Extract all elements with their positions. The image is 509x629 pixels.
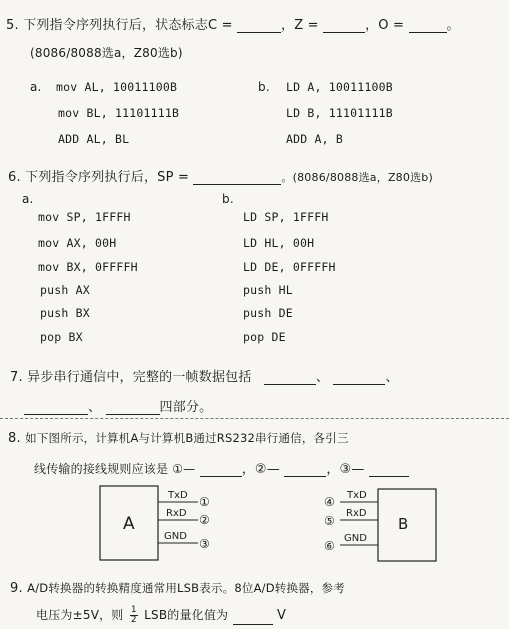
q9-line2	[36, 606, 286, 625]
q5-b-code-3: ADD A, B	[286, 132, 343, 146]
q6-text: 下列指令序列执行后，SP =	[25, 170, 190, 185]
q9-frac-den: 2	[130, 615, 137, 625]
q5-text: 下列指令序列执行后，状态标志C =	[23, 18, 233, 33]
q5-a-code-1: mov AL, 10011100B	[56, 80, 178, 94]
b-pin-txd: TxD	[347, 490, 367, 501]
q5-a-label: a.	[30, 80, 42, 94]
b-pin-rxd: RxD	[346, 508, 367, 519]
q6-b-code-5: push DE	[243, 306, 293, 320]
q6-b-code-1: LD SP, 1FFFH	[243, 210, 329, 224]
q6-a-code-4: push AX	[40, 283, 90, 297]
q7-line1	[10, 366, 399, 385]
q6-sp-blank[interactable]	[193, 184, 281, 185]
q7-blank-4[interactable]	[106, 414, 160, 415]
b-pin-gnd: GND	[344, 533, 367, 544]
q6-b-label: b.	[222, 192, 234, 206]
a-num-2: ②	[199, 513, 210, 527]
q5-z-blank[interactable]	[323, 32, 365, 33]
a-num-3: ③	[199, 537, 210, 551]
q8-text-2c: ，③—	[326, 462, 365, 477]
q5-o-blank[interactable]	[409, 32, 447, 33]
q7-blank-1[interactable]	[264, 384, 316, 385]
q5-number: 5.	[6, 18, 19, 33]
q6-number: 6.	[8, 170, 21, 185]
q8-wiring-diagram	[0, 476, 509, 576]
q6-b-code-6: pop DE	[243, 330, 286, 344]
q8-text-2: 线传输的接线规则应该是 ①—	[34, 462, 196, 476]
q6-a-code-1: mov SP, 1FFFH	[38, 210, 131, 224]
q6-a-code-6: pop BX	[40, 330, 83, 344]
q6-b-code-3: LD DE, 0FFFFH	[243, 260, 336, 274]
q6-a-code-5: push BX	[40, 306, 90, 320]
q5-note: (8086/8088选a，Z80选b)	[30, 46, 183, 60]
a-pin-gnd: GND	[164, 531, 187, 542]
q7-sep-2: 、	[385, 370, 399, 385]
q5-line1	[6, 14, 460, 33]
q7-sep-3: 、	[88, 400, 102, 415]
q5-b-label: b.	[258, 80, 270, 94]
q7-blank-2[interactable]	[333, 384, 385, 385]
q7-blank-3[interactable]	[24, 414, 88, 415]
q6-b-code-4: push HL	[243, 283, 293, 297]
q8-number: 8.	[8, 431, 21, 446]
q8-line1	[8, 430, 349, 446]
q7-line2	[24, 396, 212, 415]
q6-note: 。(8086/8088选a，Z80选b)	[281, 171, 433, 184]
q7-number: 7.	[10, 370, 23, 385]
q8-text-2b: ，②—	[241, 462, 280, 477]
q5-b-code-1: LD A, 10011100B	[286, 80, 393, 94]
b-num-6: ⑥	[324, 539, 335, 553]
a-pin-txd: TxD	[168, 490, 188, 501]
q5-c-blank[interactable]	[237, 32, 281, 33]
q7-end: 四部分。	[159, 400, 213, 415]
q6-a-label: a.	[22, 192, 34, 206]
a-pin-rxd: RxD	[166, 508, 187, 519]
q9-line1	[10, 580, 345, 596]
q9-text-2a: 电压为±5V，则	[36, 608, 124, 622]
q7-text: 异步串行通信中，完整的一帧数据包括	[27, 370, 252, 385]
q9-text-1: A/D转换器的转换精度通常用LSB表示。8位A/D转换器，参考	[27, 581, 345, 595]
q9-number: 9.	[10, 581, 23, 596]
q9-fraction	[130, 606, 138, 625]
q5-end: 。	[446, 18, 460, 33]
q5-z-label: ，Z =	[281, 18, 319, 33]
computer-b-label: B	[398, 515, 409, 533]
q9-blank[interactable]	[233, 624, 273, 625]
b-num-4: ④	[324, 495, 335, 509]
q7-sep-1: 、	[315, 370, 330, 385]
q9-text-2b: LSB的量化值为	[144, 608, 229, 622]
q5-a-code-2: mov BL, 11101111B	[58, 106, 180, 120]
q6-a-code-2: mov AX, 00H	[38, 236, 117, 250]
q8-line2	[34, 458, 409, 477]
q6-a-code-3: mov BX, 0FFFFH	[38, 260, 138, 274]
q6-line1	[8, 166, 433, 185]
q9-frac-num: 1	[130, 605, 137, 615]
q5-b-code-2: LD B, 11101111B	[286, 106, 393, 120]
fold-line	[0, 418, 509, 419]
q5-o-label: ，O =	[365, 18, 405, 33]
q9-unit: V	[276, 608, 287, 623]
q5-a-code-3: ADD AL, BL	[58, 132, 130, 146]
q6-b-code-2: LD HL, 00H	[243, 236, 315, 250]
b-num-5: ⑤	[324, 514, 335, 528]
computer-a-label: A	[123, 514, 135, 534]
a-num-1: ①	[199, 495, 210, 509]
q8-text-1: 如下图所示，计算机A与计算机B通过RS232串行通信，各引三	[25, 431, 349, 445]
